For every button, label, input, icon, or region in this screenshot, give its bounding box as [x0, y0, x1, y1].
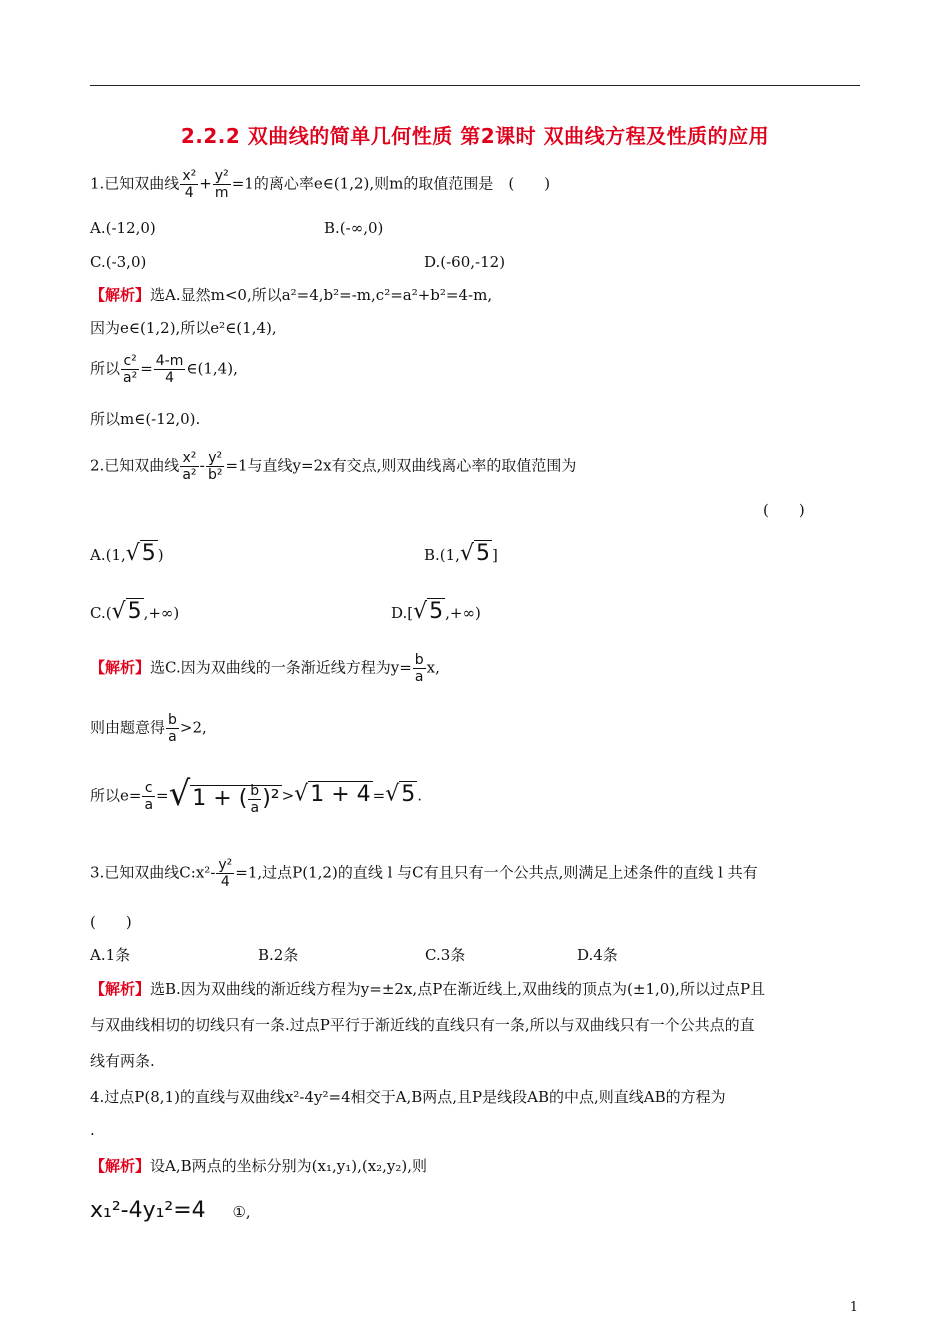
- q1-solution-line-1: 【解析】选A.显然m<0,所以a²=4,b²=-m,c²=a²+b²=4-m,: [90, 286, 493, 304]
- q1-fraction-y: $\frac{\text{y²}}{m}$: [214, 168, 229, 201]
- q4-stem: 4.过点P(8,1)的直线与双曲线x²-4y²=4相交于A,B两点,且P是线段AB的中点,则直线AB的方程为: [90, 1088, 726, 1106]
- q1-option-b: B.(-∞,0): [324, 219, 384, 237]
- page-title: 2.2.2 双曲线的简单几何性质 第2课时 双曲线方程及性质的应用: [180, 124, 770, 148]
- q2-solution-line-2: 则由题意得 $\frac{b}{a}$ >2,: [90, 712, 207, 745]
- q1-fraction-c2a2: $\frac{\text{c²}}{\text{a²}}$: [123, 353, 138, 386]
- q1-option-d: D.(-60,-12): [424, 253, 506, 271]
- sqrt-five: √5: [125, 541, 156, 566]
- q4-stem-end: .: [90, 1121, 95, 1139]
- q1-fraction-x: $\frac{\text{x²}}{4}$: [182, 168, 197, 201]
- sqrt-expression: √1 + ( $\frac{b}{a}$ )²: [168, 774, 280, 816]
- sqrt-five: √5: [111, 599, 142, 624]
- q1-stem-post: =1的离心率e∈(1,2),则m的取值范围是 ( ): [231, 174, 551, 193]
- q4-equation-1-tag: ①,: [232, 1203, 251, 1221]
- q1-option-c: C.(-3,0): [90, 253, 147, 271]
- q3-option-d: D.4条: [577, 946, 618, 964]
- q2-stem: 2.已知双曲线 $\frac{\text{x²}}{\text{a²}}$ - $\frac{\text{y²}}{\text{b²}}$ =1与直线y=2x有交点,则双曲线离心率的取值范围为: [90, 450, 577, 483]
- q3-fraction-y: $\frac{\text{y²}}{4}$: [218, 857, 233, 890]
- q3-solution-line-2: 与双曲线相切的切线只有一条.过点P平行于渐近线的直线只有一条,所以与双曲线只有一个公共点的直: [90, 1016, 755, 1034]
- solution-tag: 【解析】: [90, 286, 151, 304]
- q3-stem: 3.已知双曲线C:x²- $\frac{\text{y²}}{4}$ =1,过点P(1,2)的直线 l 与C有且只有一个公共点,则满足上述条件的直线 l 共有: [90, 857, 758, 890]
- q1-stem: 1.已知双曲线 $\frac{\text{x²}}{4}$ + $\frac{\text{y²}}{m}$ =1的离心率e∈(1,2),则m的取值范围是 ( ): [90, 168, 551, 201]
- page-number: 1: [849, 1300, 858, 1315]
- q2-solution-line-3: 所以e= $\frac{c}{a}$ =√1 + ( $\frac{b}{a}$ )² >√1 + 4 =√5 .: [90, 772, 422, 821]
- q2-fraction-ba-inner: $\frac{b}{a}$: [250, 782, 260, 816]
- q2-fraction-ba: $\frac{b}{a}$: [168, 712, 177, 745]
- q3-option-c: C.3条: [425, 946, 466, 964]
- q3-option-b: B.2条: [258, 946, 299, 964]
- sqrt-five: √5: [413, 599, 444, 624]
- solution-tag: 【解析】: [90, 1157, 151, 1175]
- q1-solution-line-4: 所以m∈(-12,0).: [90, 410, 201, 428]
- q4-solution-line-1: 【解析】设A,B两点的坐标分别为(x₁,y₁),(x₂,y₂),则: [90, 1157, 428, 1175]
- q2-option-d: D.[√5 ,+∞): [391, 599, 481, 624]
- q3-answer-paren: ( ): [90, 913, 132, 931]
- solution-tag: 【解析】: [90, 980, 151, 998]
- q2-answer-paren: ( ): [763, 501, 805, 519]
- q4-solution-line-2: [90, 1196, 251, 1227]
- q2-fraction-ba: $\frac{b}{a}$: [414, 652, 424, 685]
- q1-option-a: A.(-12,0): [90, 219, 156, 237]
- q1-stem-pre: 1.已知双曲线: [90, 174, 180, 193]
- q2-fraction-y: $\frac{\text{y²}}{\text{b²}}$: [207, 450, 223, 483]
- q2-option-b: B.(1,√5 ]: [424, 541, 498, 566]
- q3-solution-line-1: 【解析】选B.因为双曲线的渐近线方程为y=±2x,点P在渐近线上,双曲线的顶点为(±1,0),所以过点P且: [90, 980, 766, 998]
- solution-tag: 【解析】: [90, 658, 151, 677]
- q2-fraction-ca: $\frac{c}{a}$: [144, 780, 154, 813]
- q1-solution-line-2: 因为e∈(1,2),所以e²∈(1,4),: [90, 319, 277, 337]
- q2-option-a: A.(1,√5 ): [90, 541, 164, 566]
- header-rule: [90, 85, 860, 86]
- q2-fraction-x: $\frac{\text{x²}}{\text{a²}}$: [182, 450, 197, 483]
- q3-option-a: A.1条: [90, 946, 131, 964]
- q2-option-c: C.(√5 ,+∞): [90, 599, 180, 624]
- q4-equation-1: x₁²-4y₁²=4: [90, 1198, 206, 1223]
- sqrt-five: √5: [385, 781, 416, 807]
- sqrt-one-plus-four: √1 + 4: [294, 781, 371, 807]
- q3-solution-line-3: 线有两条.: [90, 1052, 155, 1070]
- sqrt-five: √5: [459, 541, 490, 566]
- q2-solution-line-1: 【解析】选C.因为双曲线的一条渐近线方程为y= $\frac{b}{a}$ x,: [90, 652, 440, 685]
- q1-solution-line-3: 所以 $\frac{\text{c²}}{\text{a²}}$ = $\frac{4-m}{4}$ ∈(1,4),: [90, 353, 238, 386]
- q1-fraction-4m: $\frac{4-m}{4}$: [155, 353, 184, 386]
